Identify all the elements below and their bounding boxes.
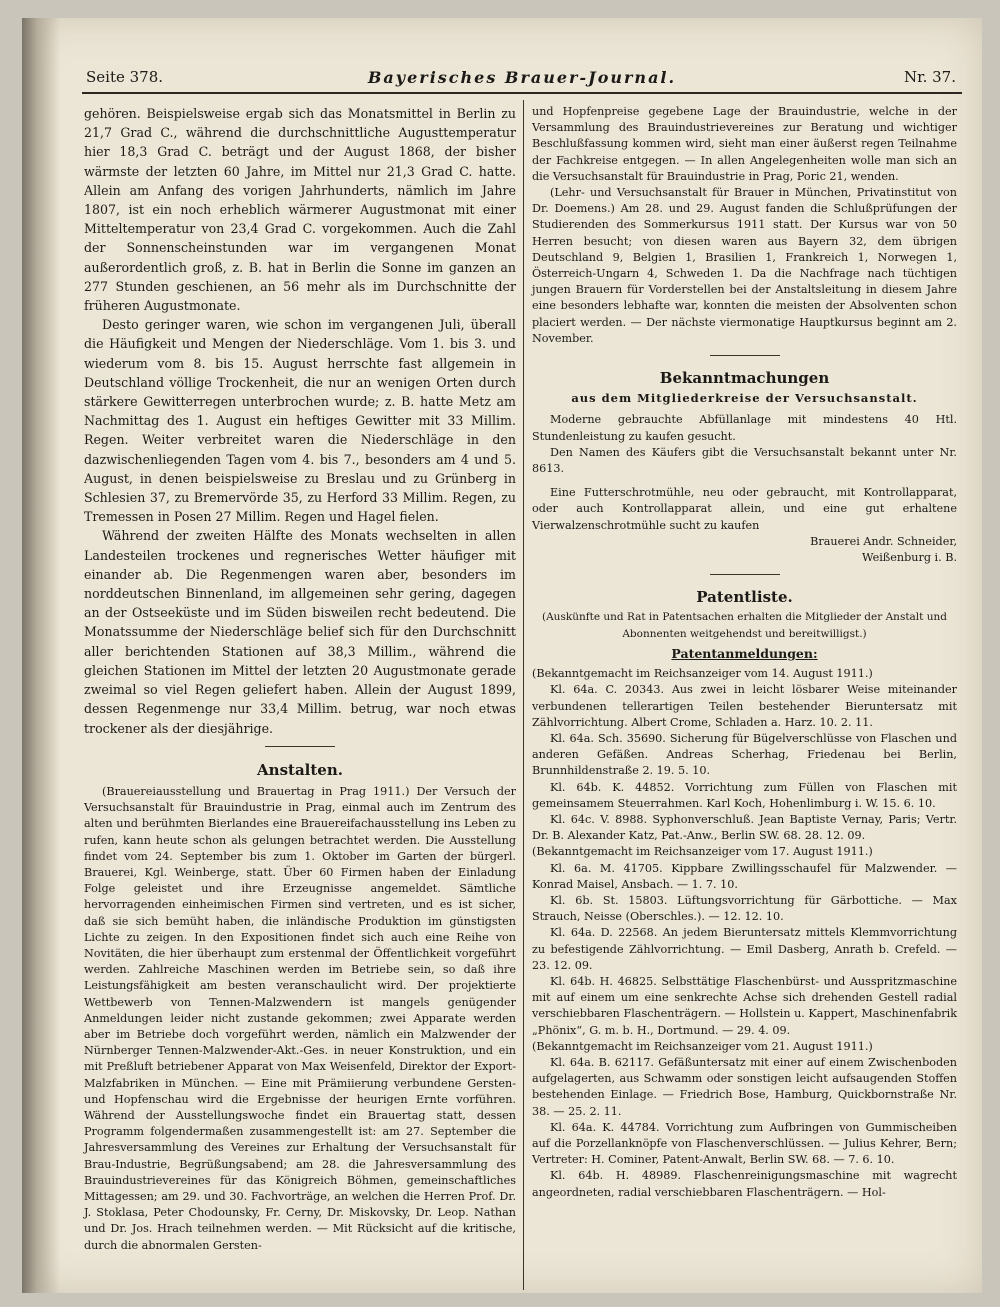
column-divider [523, 100, 524, 1290]
subsection-title: Patentanmeldungen: [671, 645, 818, 661]
issue-number: Nr. 37. [903, 68, 956, 86]
book-spine-shadow [22, 18, 60, 1293]
journal-title: Bayerisches Brauer-Journal. [367, 68, 677, 87]
page-number: Seite 378. [86, 68, 164, 86]
paragraph: (Brauereiausstellung und Brauertag in Prag 1911.) Der Versuch der Versuchsanstalt für Brauindustrie in Prag, einmal auch im Zentrum des alten und berühmten Bierlandes eine Brauereifachausstellung ins Leben zu rufen, kann heute schon als gelungen betrachtet werden. Die Ausstellung findet vom 24. September bis zum 1. Oktober im Garten der bürgerl. Brauerei, Kgl. Weinberge, statt. Über 60 Firmen haben der Einladung Folge geleistet und ihre Erzeugnisse angemeldet. Sämtliche hervorragenden einheimischen Firmen sind vertreten, und es ist sicher, daß sie sich bemüht haben, die inländische Produktion im günstigsten Lichte zu zeigen. In den Expositionen findet sich auch eine Reihe von Novitäten, die hier überhaupt zum erstenmal der Öffentlichkeit vorgeführt werden. Zahlreiche Maschinen werden im Betriebe sein, so daß ihre Leistungsfähigkeit am besten veranschaulicht wird. Der projektierte Wettbewerb von Tennen-Malzwendern ist mangels genügender Anmeldungen leider nicht zustande gekommen; zwei Apparate werden aber im Betriebe doch vorgeführt werden, nämlich ein Malzwender der Nürnberger Tennen-Malzwender-Akt.-Ges. in neuer Konstruktion, und ein mit Preßluft betriebener Apparat von Max Weisenfeld, Direktor der Export-Malzfabriken in München. — Eine mit Prämiierung verbundene Gersten- und Hopfenschau wird die Ergebnisse der heurigen Ernte vorführen. Während der Ausstellungswoche findet ein Brauertag statt, dessen Programm folgendermaßen zusammengestellt ist: am 27. September die Jahresversammlung des Vereines zur Erhaltung der Versuchsanstalt für Brau-Industrie, Begrüßungsabend; am 28. die Jahresversammlung des Brauindustrievereines für das Königreich Böhmen, gemeinschaftliches Mittagessen; am 29. und 30. Fachvorträge, an welchen die Herren Prof. Dr. J. Stoklasa, Peter Chodounsky, Fr. Cerny, Dr. Miskovsky, Dr. Leop. Nathan und Dr. Jos. Hrach teilnehmen werden. — Mit Rücksicht auf die kritische, durch die abnormalen Gersten- [84, 784, 516, 1252]
paragraph: Den Namen des Käufers gibt die Versuchsanstalt bekannt unter Nr. 8613. [532, 445, 957, 476]
paragraph: gehören. Beispielsweise ergab sich das Monatsmittel in Berlin zu 21,7 Grad C., während die durchschnittliche Augusttemperatur hier 18,3 Grad C. beträgt und der August 1868, der bisher wärmste der letzten 60 Jahre, im Mittel nur 21,3 Grad C. hatte. Allein am Anfang des vorigen Jahrhunderts, nämlich im Jahre 1807, ist ein noch erheblich wärmerer Augustmonat mit einer Mitteltemperatur von 23,4 Grad C. vorgekommen. Auch die Zahl der Sonnenscheinstunden war im vergangenen Monat außerordentlich groß, z. B. hat in Berlin die Sonne im ganzen an 277 Stunden geschienen, an 56 mehr als im Durchschnitte der früheren Augustmonate. [84, 106, 516, 314]
paragraph: Moderne gebrauchte Abfüllanlage mit mindestens 40 Htl. Stundenleistung zu kaufen gesucht. [532, 413, 957, 443]
patent-entry: Kl. 64c. V. 8988. Syphonverschluß. Jean Baptiste Vernay, Paris; Vertr. Dr. B. Alexander Katz, Pat.-Anw., Berlin SW. 68. 28. 12. 09. [532, 812, 957, 843]
section-note: (Auskünfte und Rat in Patentsachen erhalten die Mitglieder der Anstalt und Abonnenten weitgehendst und bereitwilligst.) [542, 611, 947, 640]
left-column [84, 104, 516, 1254]
right-column [532, 104, 957, 1201]
patent-entry: Kl. 64a. C. 20343. Aus zwei in leicht lösbarer Weise miteinander verbundenen tellerartigen Teilen bestehender Bieruntersatz mit Zählvorrichtung. Albert Crome, Schladen a. Harz. 10. 2. 11. [532, 683, 957, 729]
paragraph: Eine Futterschrotmühle, neu oder gebraucht, mit Kontrollapparat, oder auch Kontrollapparat allein, und eine gut erhaltene Vierwalzenschrotmühle sucht zu kaufen [532, 486, 957, 532]
section-divider [710, 355, 780, 356]
announcement-line: (Bekanntgemacht im Reichsanzeiger vom 21. August 1911.) [532, 1039, 873, 1053]
patent-entry: Kl. 64b. H. 48989. Flaschenreinigungsmaschine mit wagrecht angeordneten, radial verschiebbaren Flaschenträgern. — Hol- [532, 1169, 957, 1199]
section-divider [265, 746, 335, 747]
patent-entry: Kl. 64a. B. 62117. Gefäßuntersatz mit einer auf einem Zwischenboden aufgelagerten, aus Schwamm oder sonstigen leicht aufsaugenden Stoffen bestehenden Einlage. — Friedrich Bose, Hamburg, Quickbornstraße Nr. 38. — 25. 2. 11. [532, 1055, 957, 1118]
signature-line: Weißenburg i. B. [862, 551, 957, 565]
journal-page [22, 18, 982, 1293]
announcement-line: (Bekanntgemacht im Reichsanzeiger vom 17. August 1911.) [532, 845, 873, 859]
patent-entry: Kl. 64b. K. 44852. Vorrichtung zum Füllen von Flaschen mit gemeinsamem Steuerrahmen. Karl Koch, Hohenlimburg i. W. 15. 6. 10. [532, 780, 957, 810]
signature-line: Brauerei Andr. Schneider, [810, 534, 957, 548]
paragraph: Desto geringer waren, wie schon im vergangenen Juli, überall die Häufigkeit und Mengen der Niederschläge. Vom 1. bis 3. und wiederum vom 8. bis 15. August herrschte fast allgemein in Deutschland völlige Trockenheit, die nur an wenigen Orten durch stärkere Gewitterregen unterbrochen wurde; z. B. hatte Metz am Nachmittag des 1. August ein heftiges Gewitter mit 33 Millim. Regen. Weiter verbreitet waren die Niederschläge in den dazwischenliegenden Tagen vom 4. bis 7., besonders am 4 und 5. August, in denen beispielsweise zu Breslau und zu Grünberg in Schlesien 37, zu Bremervörde 35, zu Herford 33 Millim. Regen, zu Tremessen in Posen 27 Millim. Regen und Hagel fielen. [84, 317, 516, 525]
paragraph: und Hopfenpreise gegebene Lage der Brauindustrie, welche in der Versammlung des Brauindustrievereines zur Beratung und wichtiger Beschlußfassung kommen wird, sieht man einer äußerst regen Teilnahme der Fachkreise entgegen. — In allen Angelegenheiten wolle man sich an die Versuchsanstalt für Brauindustrie in Prag, Poric 21, wenden. [532, 105, 957, 183]
patent-entry: Kl. 6a. M. 41705. Kippbare Zwillingsschaufel für Malzwender. — Konrad Maisel, Ansbach. — 1. 7. 10. [532, 861, 957, 891]
paragraph: (Lehr- und Versuchsanstalt für Brauer in München, Privatinstitut von Dr. Doemens.) Am 28. und 29. August fanden die Schlußprüfungen der Studierenden des Sommerkursus 1911 statt. Der Kursus war von 50 Herren besucht; von diesen waren aus Bayern 32, dem übrigen Deutschland 9, Belgien 1, Brasilien 1, Frankreich 1, Norwegen 1, Österreich-Ungarn 4, Schweden 1. Da die Nachfrage nach tüchtigen jungen Brauern für Vorderstellen bei der Anstaltsleitung in diesem Jahre eine besonders lebhafte war, konnten die meisten der Absolventen schon placiert werden. — Der nächste viermonatige Hauptkursus beginnt am 2. November. [532, 186, 957, 345]
section-divider [710, 574, 780, 575]
section-subtitle: aus dem Mitgliederkreise der Versuchsanstalt. [571, 391, 918, 406]
patent-entry: Kl. 64a. D. 22568. An jedem Bieruntersatz mittels Klemmvorrichtung zu befestigende Zählvorrichtung. — Emil Dasberg, Anrath b. Crefeld. — 23. 12. 09. [532, 926, 957, 972]
section-title-patentliste: Patentliste. [696, 588, 793, 607]
patent-entry: Kl. 64b. H. 46825. Selbsttätige Flaschenbürst- und Ausspritzmaschine mit auf einem um eine senkrechte Achse sich drehenden Gestell radial verschiebbaren Flaschenträgern. — Hollstein u. Kappert, Maschinenfabrik „Phönix“, G. m. b. H., Dortmund. — 29. 4. 09. [532, 974, 957, 1037]
paragraph: Während der zweiten Hälfte des Monats wechselten in allen Landesteilen trockenes und regnerisches Wetter häufiger mit einander ab. Die Regenmengen waren aber, besonders im norddeutschen Binnenland, im allgemeinen sehr gering, dagegen an der Ostseeküste und im Süden bisweilen recht bedeutend. Die Monatssumme der Niederschläge belief sich für den Durchschnitt aller berichtenden Stationen auf 38,3 Millim., während die gleichen Stationen im Mittel der letzten 20 Augustmonate gerade zweimal so viel Regen geliefert haben. Allein der August 1899, dessen Regenmenge nur 33,4 Millim. betrug, war noch etwas trockener als der diesjährige. [84, 528, 516, 736]
section-title-anstalten: Anstalten. [257, 760, 343, 779]
section-title-bekanntmachungen: Bekanntmachungen [659, 369, 830, 388]
patent-entry: Kl. 6b. St. 15803. Lüftungsvorrichtung für Gärbottiche. — Max Strauch, Neisse (Oberschles.). — 12. 12. 10. [532, 893, 957, 924]
page-header [82, 48, 962, 94]
announcement-line: (Bekanntgemacht im Reichsanzeiger vom 14. August 1911.) [532, 667, 873, 681]
patent-entry: Kl. 64a. K. 44784. Vorrichtung zum Aufbringen von Gummischeiben auf die Porzellanknöpfe von Flaschenverschlüssen. — Julius Kehrer, Bern; Vertreter: H. Cominer, Patent-Anwalt, Berlin SW. 68. — 7. 6. 10. [532, 1120, 957, 1167]
patent-entry: Kl. 64a. Sch. 35690. Sicherung für Bügelverschlüsse von Flaschen und anderen Gefäßen. Andreas Scherhag, Friedenau bei Berlin, Brunnhildenstraße 2. 19. 5. 10. [532, 731, 957, 778]
